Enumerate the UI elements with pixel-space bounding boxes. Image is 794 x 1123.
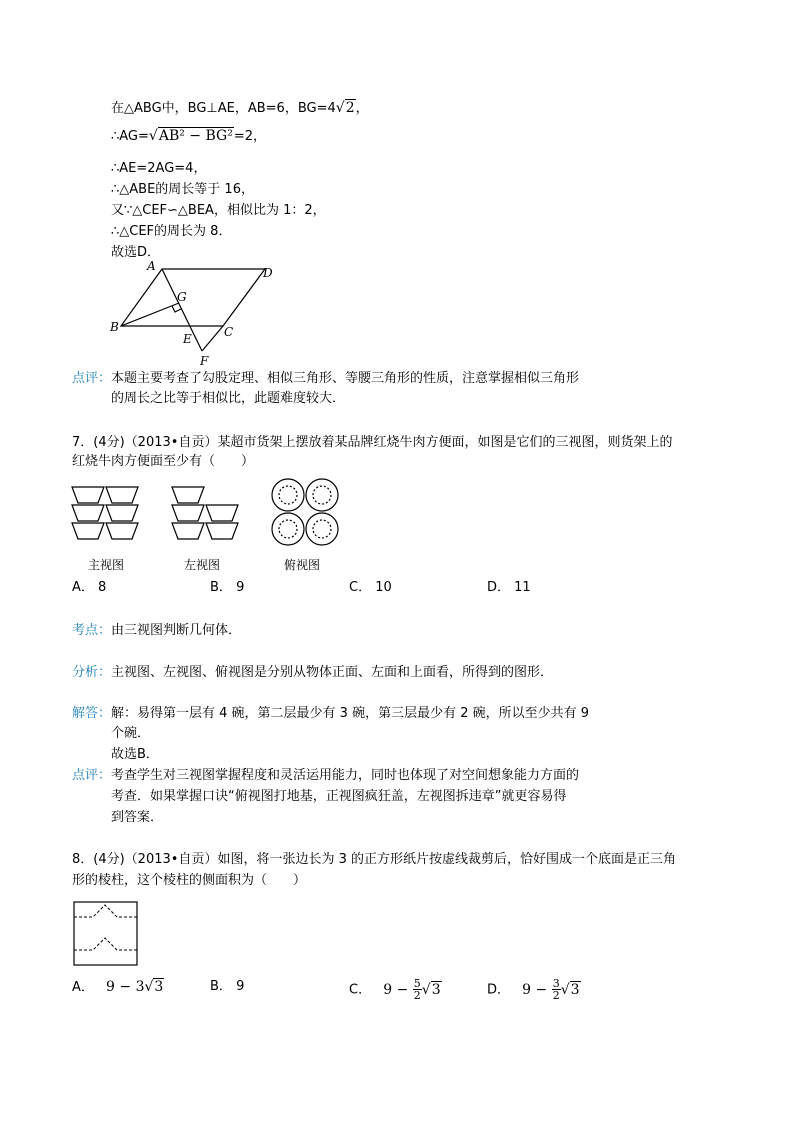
solution-line-5: 又∵△CEF∽△BEA，相似比为 1：2， bbox=[111, 203, 326, 218]
label-f: F bbox=[200, 354, 209, 368]
fenxi-tag: 分析： bbox=[72, 665, 112, 680]
comment-tag: 点评： bbox=[72, 371, 112, 386]
segment-af bbox=[162, 269, 202, 351]
q8-option-c-den: 2 bbox=[413, 989, 421, 1002]
left-view-caption: 左视图 bbox=[184, 558, 221, 572]
solution-line-1-text: 在△ABG中，BG⊥AE，AB=6，BG=4 bbox=[111, 101, 336, 116]
q8-option-a-expr: 9 − 3√3 bbox=[106, 979, 164, 995]
kaodian-tag: 考点： bbox=[72, 623, 112, 638]
solution-line-2 bbox=[111, 127, 266, 146]
comment-line-1: 本题主要考查了勾股定理、相似三角形、等腰三角形的性质，注意掌握相似三角形 bbox=[111, 371, 580, 386]
q8-option-a-letter: A． bbox=[72, 980, 94, 995]
square-paper-figure bbox=[73, 901, 139, 967]
q8-option-a-radicand: 3 bbox=[154, 979, 164, 995]
q8-option-d-radicand: 3 bbox=[570, 981, 580, 998]
q8-option-b bbox=[210, 978, 244, 996]
q8-option-b-value: 9 bbox=[236, 979, 245, 994]
q7-kaodian bbox=[72, 622, 241, 640]
solution-line-7: 故选D． bbox=[111, 245, 161, 260]
jieda-line-3: 故选B． bbox=[111, 747, 159, 762]
q8-option-c-letter: C． bbox=[349, 982, 372, 998]
q7-stem-line-1: 7．(4分)（2013•自贡）某超市货架上摆放着某品牌红烧牛肉方便面，如图是它们的三视图，则货架上的 bbox=[72, 435, 673, 450]
solution-line-3: ∴AE=2AG=4， bbox=[111, 161, 207, 176]
q8-option-d-letter: D． bbox=[487, 982, 511, 998]
q7-jieda bbox=[72, 705, 589, 723]
q7-option-c bbox=[349, 579, 392, 597]
solution-line-6: ∴△CEF的周长为 8． bbox=[111, 224, 232, 239]
q7-option-c-letter: C． bbox=[349, 580, 372, 595]
dianping-tag: 点评： bbox=[72, 768, 112, 783]
front-view-caption: 主视图 bbox=[88, 558, 125, 572]
sqrt-2: √2 bbox=[335, 100, 355, 116]
jieda-line-1: 解：易得第一层有 4 碗，第二层最少有 3 碗，第三层最少有 2 碗，所以至少共有 9 bbox=[111, 706, 590, 721]
q8-option-d-num: 3 bbox=[552, 977, 560, 990]
q8-option-c-num: 5 bbox=[413, 977, 421, 990]
q8-stem-line-1: 8．(4分)（2013•自贡）如图，将一张边长为 3 的正方形纸片按虚线裁剪后，恰好围成一个底面是正三角 bbox=[72, 852, 676, 867]
q8-option-d bbox=[487, 978, 581, 1001]
top-view-caption: 俯视图 bbox=[284, 558, 321, 572]
parallelogram-figure bbox=[105, 258, 295, 370]
dianping-line-1: 考查学生对三视图掌握程度和灵活运用能力，同时也体现了对空间想象能力方面的 bbox=[111, 768, 580, 783]
right-angle-mark bbox=[172, 306, 181, 312]
label-a: A bbox=[147, 259, 156, 273]
q7-dianping bbox=[72, 767, 579, 785]
segment-cf bbox=[202, 326, 223, 351]
q7-option-b-value: 9 bbox=[236, 580, 245, 595]
sqrt-ag-radicand: AB² − BG² bbox=[158, 128, 233, 144]
q7-option-a-value: 8 bbox=[98, 580, 107, 595]
q8-option-c-pre: 9 − bbox=[383, 981, 409, 998]
q7-fenxi bbox=[72, 664, 553, 682]
sqrt-ag: √AB² − BG² bbox=[148, 128, 233, 144]
q8-option-d-fraction bbox=[552, 978, 561, 1001]
comment-line-2: 的周长之比等于相似比，此题难度较大． bbox=[111, 391, 346, 406]
prev-comment bbox=[72, 370, 579, 388]
q7-option-c-value: 10 bbox=[375, 580, 392, 595]
q8-option-c-expr: 9 − $\frac{5}{2}$ √3 bbox=[383, 977, 441, 1002]
q7-option-d bbox=[487, 579, 531, 597]
label-b: B bbox=[110, 320, 119, 334]
label-g: G bbox=[177, 290, 187, 304]
dianping-line-3: 到答案． bbox=[111, 810, 164, 825]
solution-line-2-end: =2， bbox=[233, 129, 266, 144]
solution-line-2-pre: ∴AG= bbox=[111, 129, 149, 144]
q8-option-d-expr: 9 − $\frac{3}{2}$ √3 bbox=[522, 977, 580, 1002]
label-c: C bbox=[224, 325, 234, 339]
solution-line-1 bbox=[111, 99, 369, 118]
jieda-tag: 解答： bbox=[72, 706, 112, 721]
q8-option-d-den: 2 bbox=[552, 989, 560, 1002]
label-e: E bbox=[183, 332, 192, 346]
q7-option-b bbox=[210, 579, 244, 597]
dianping-line-2: 考查．如果掌握口诀“俯视图打地基，正视图疯狂盖，左视图拆违章”就更容易得 bbox=[111, 789, 567, 804]
q8-option-c bbox=[349, 978, 442, 1001]
top-view-figure bbox=[270, 477, 340, 547]
q7-option-d-letter: D． bbox=[487, 580, 511, 595]
kaodian-text: 由三视图判断几何体． bbox=[111, 623, 242, 638]
fenxi-text: 主视图、左视图、俯视图是分别从物体正面、左面和上面看，所得到的图形． bbox=[111, 665, 554, 680]
q8-stem-line-2: 形的棱柱，这个棱柱的侧面积为（ ） bbox=[72, 873, 307, 888]
q8-option-b-letter: B． bbox=[210, 979, 232, 994]
label-d: D bbox=[263, 266, 273, 280]
q8-option-a bbox=[72, 978, 164, 997]
jieda-line-2: 个碗． bbox=[111, 726, 151, 741]
q7-option-a-letter: A． bbox=[72, 580, 94, 595]
solution-line-4: ∴△ABE的周长等于 16， bbox=[111, 182, 254, 197]
q7-option-b-letter: B． bbox=[210, 580, 232, 595]
q8-option-c-fraction bbox=[413, 978, 422, 1001]
q8-option-c-radicand: 3 bbox=[431, 981, 441, 998]
q8-option-d-pre: 9 − bbox=[522, 981, 548, 998]
sqrt-2-radicand: 2 bbox=[345, 100, 355, 116]
q7-option-d-value: 11 bbox=[514, 580, 531, 595]
q8-option-a-pre: 9 − 3 bbox=[106, 979, 145, 995]
left-view-figure bbox=[170, 485, 240, 543]
q7-option-a bbox=[72, 579, 106, 597]
q7-stem-line-2: 红烧牛肉方便面至少有（ ） bbox=[72, 454, 255, 469]
front-view-figure bbox=[70, 485, 140, 543]
solution-line-1-end: ， bbox=[355, 101, 369, 116]
